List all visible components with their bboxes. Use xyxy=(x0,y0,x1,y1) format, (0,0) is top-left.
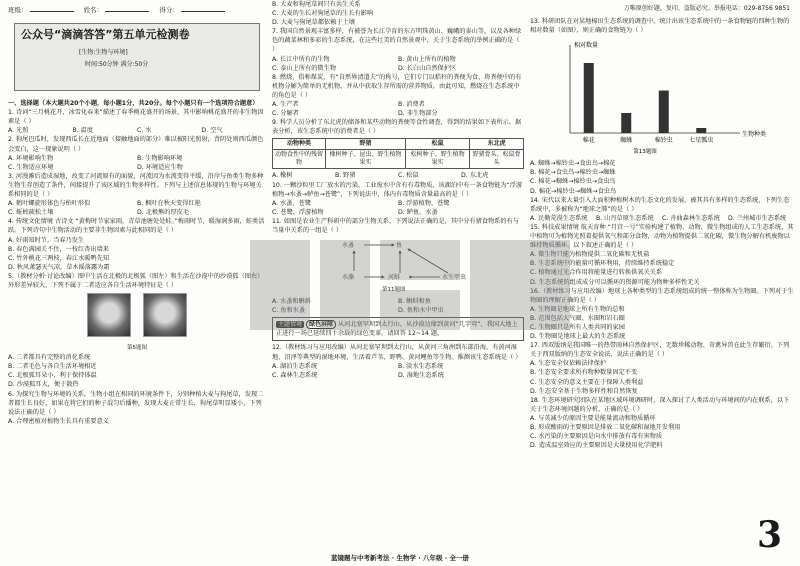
option-item: C. 竹外桃花三两枝，春江水暖鸭先知 xyxy=(8,254,110,262)
option-item: D. 生态系统的组成成分可以循环的资源可能为物种多样性无关 xyxy=(530,278,700,286)
question-stem: C. 大麦的生长对狗尾草的生长有影响 xyxy=(272,10,374,18)
table-cell: 动物食性中的残留物 xyxy=(273,150,326,169)
option-item: A. 生物圈是地球上所有生物的总和 xyxy=(530,305,625,313)
question-options xyxy=(272,100,524,118)
question-stem: 4. 传统文化情境 古诗文 “黄梅时节家家雨，青草池塘处处蛙。”梅雨时节，暖湿润多雨，蛙类活跃。下列诗句中生物活动的主要非生物因素与此相同的是（ ） xyxy=(8,218,265,235)
question-stem: 14. 宋代以来大量引入大面积种植树木的生态文化的发展，被其具有多样的生态系统，下列生态系统中，多被称为“地球之肺”的是（ ） xyxy=(530,196,790,213)
question-stem: 18. 生态环境研究团队在某地区域环境调研时，深入探讨了人类活动与环境间的内在联系，以下关于生态环境问题的分析，正确的是（ ） xyxy=(530,396,790,413)
right-question xyxy=(530,223,794,287)
middle-question xyxy=(272,18,524,27)
option-item: D. 湿地生态系统 xyxy=(398,371,444,379)
middle-question xyxy=(272,27,524,72)
figure-5-caption: 第5题图 xyxy=(127,345,147,352)
left-question xyxy=(8,390,266,426)
right-question xyxy=(530,341,794,396)
question-stem: D. 大麦与狗尾草都依赖于土壤 xyxy=(272,19,355,27)
option-item: A. 蜘蛛→棉铃虫→食虫鸟→棉花 xyxy=(530,160,616,168)
option-item: A. 环境影响生物 xyxy=(8,154,54,162)
table-header-cell: 野猪 xyxy=(326,139,406,150)
theme-tag-2: 绿色屏障 xyxy=(306,320,336,329)
middle-question xyxy=(272,118,524,136)
option-item: B. 温度 xyxy=(72,127,94,135)
question-options xyxy=(272,55,524,73)
q9-options xyxy=(272,171,524,180)
question-stem: 3. 河漫滩后造成湿地，改变了河流原有的面貌，河流因为水流变得平缓，沿岸与鱼类生物多种生物生存创造了条件，间接提升了该区域的生物多样性。下列与上述信息体现的生物与环境关系相同的是（ ） xyxy=(8,172,264,199)
option-item: D. 秋风萧瑟天气凉，草木摇落露为霜 xyxy=(8,263,110,271)
table-q9 xyxy=(272,138,524,169)
option-item: A. 橡树 xyxy=(272,172,293,180)
tick-label: 七星瓢虫 xyxy=(689,137,714,145)
option-item: B. 浮游植物、苍鹭 xyxy=(398,199,450,207)
option-item: A. 微生物只能为植物提供二氧化碳和无机盐 xyxy=(530,251,650,259)
option-item: A. 二者都具有完整的消化系统 xyxy=(8,354,91,362)
question-stem: 17. 西双版纳是我国唯一的热带雨林自然保护区，无数珍稀动物、奇禽异兽在此生存繁衍。下列关于西双版纳的生态安全说法，说法正确的是（ ） xyxy=(530,342,790,359)
theme-text: 从河北塞罕坝到太行山，从沙漠边缘到黄河“几字弯”，我国大地上正进行一场已延续四十余载的绿色变革。请回答 12~14 题。 xyxy=(276,321,518,338)
web-node-algae: 水藻 xyxy=(342,274,355,282)
bar-chart-svg xyxy=(530,37,794,157)
option-item: D. 鱼和水中甲虫 xyxy=(398,307,444,315)
option-item: C. 松鼠 xyxy=(398,172,419,180)
bar xyxy=(696,128,706,133)
option-item: A. 好雨知时节，当春乃发生 xyxy=(8,236,85,244)
tick-label: 棉铃虫 xyxy=(654,137,673,145)
web-node-mussel: 河蚌 xyxy=(388,274,401,282)
option-item: C. 生物圈只是所有人类共同的家园 xyxy=(530,323,625,331)
bar xyxy=(621,113,631,133)
option-item: C. 分解者 xyxy=(272,110,299,118)
option-item: A. 与英减少的原因主要是能量流动和物质循环 xyxy=(530,414,656,422)
table-header-cell: 松鼠 xyxy=(405,139,469,150)
question-stem: 5.（教材分析·讨论改编）图中生活在北极的北极狐（图左）和生活在沙漠中的沙漠狐（图右）外形差异较大，下列不属于二者适应各自生活环境特征是（ ） xyxy=(8,272,264,289)
question-options xyxy=(272,362,524,380)
option-item: C. 泰山上所有的微生物 xyxy=(272,64,336,72)
class-field[interactable] xyxy=(30,11,74,12)
left-question xyxy=(8,217,266,272)
option-item: C. 生物适应环境 xyxy=(8,163,54,171)
question-options xyxy=(530,305,794,341)
option-item: D. 生态安全基于生物多样性和自然恢复 xyxy=(530,387,638,395)
exam-title: 公众号“滴滴答答”第五单元检测卷 xyxy=(21,28,190,42)
arctic-fox-photo xyxy=(87,293,131,337)
question-options xyxy=(530,359,794,395)
question-stem: 13. 科研团队在对某地棉田生态系统的调查中，统计出该生态系统中的一条食物链的四种生物的相对数量（如图），则正确的食物链为（ ） xyxy=(530,18,790,35)
option-item: D. 造成温室效应的主要原因是大量使用化学肥料 xyxy=(530,442,663,450)
option-item: A. 合理密植对植物生长具有重要意义 xyxy=(8,417,109,425)
middle-question xyxy=(272,9,524,18)
option-item: A. 生产者 xyxy=(272,101,299,109)
table-header-cell: 东北虎 xyxy=(470,139,524,150)
option-item: D. 生物圈是地球上最大的生态系统 xyxy=(530,333,626,341)
right-question xyxy=(530,196,794,223)
question-options xyxy=(272,199,524,217)
left-question xyxy=(8,172,266,217)
option-item: A. 鹤叶螺旋形体色与柏叶形似 xyxy=(8,200,91,208)
question-stem: 7. 我国自然景观丰富多样，有被誉为长江孕育的东方明珠黄山、巍峨的泰山等，以及各种绿色的蔬菜林和多彩的生态系统，在这些壮美的自然景观中，关于生态系统的举例正确的是（ ） xyxy=(272,28,522,54)
option-item: C. 苍鹭、浮游植物 xyxy=(272,208,324,216)
option-item: C. 蚯蚓疏松土壤 xyxy=(8,209,54,217)
option-item: B. 黄山上所有的植物 xyxy=(398,55,456,63)
option-item: A. 光照 xyxy=(8,127,29,135)
question-options xyxy=(8,126,266,135)
q13-options xyxy=(530,159,794,195)
option-item: A. 湖泊生态系统 xyxy=(272,362,318,370)
question-list-left xyxy=(8,108,266,426)
section-heading: 一、选择题（本大题共20个小题，每小题1分，共20分。每个小题只有一个选项符合题意） xyxy=(8,100,259,108)
theme-tag: 主题情境 xyxy=(278,321,303,329)
name-field[interactable] xyxy=(105,11,149,12)
option-item: C. 北极狐耳朵小，利于保持体温 xyxy=(8,372,97,380)
question-options xyxy=(530,414,794,450)
option-item: B. 消费者 xyxy=(398,101,425,109)
option-item: A. 民勤荒漠生态系统 xyxy=(530,214,588,222)
option-item: D. 空气 xyxy=(201,127,223,135)
question-stem: 8. 燃烧，俗称煤炭，有“自然界清道夫”的称号，它们专门以秸秆的粪便为食，将粪便中的有机物分解为简单的无机物，并从中获取生存所需的营养物质，由此可知，燃烧在生态系统中的角色是（ ） xyxy=(272,73,522,99)
question-list-right-a xyxy=(530,17,794,35)
page-number: 3 xyxy=(756,514,782,556)
option-item: D. 环境适应生物 xyxy=(137,163,183,171)
option-item: C. 舟曲森林生态系统 xyxy=(662,214,720,222)
question-list-right-b xyxy=(530,196,794,451)
table-cell: 野猪骨头、松鼠骨头 xyxy=(470,150,524,169)
question-stem: 12.（教材练习与应用改编）从河北塞罕坝到太行山，从黄河三角洲到东部沿海，有黄河湿地、沼泽等典型的湿地环境，生活着芦苇、野鸭、黄河鲤鱼等生物。推测该生态系统是（ ） xyxy=(272,344,522,361)
question-stem: 9. 科学人员分析了东北虎的储备和某些动物的粪便等食性调查，得到的结果如下表所示。据表分析，该生态系统中的消费者是（ ） xyxy=(272,119,522,136)
right-question xyxy=(530,396,794,451)
question-list-middle-a xyxy=(272,0,524,136)
student-info-line xyxy=(8,6,266,15)
name-label: 姓名： xyxy=(83,6,104,14)
copyright-banner: 万唯原创好题，复印、盗版必究。举报电话：029-8756 9851 xyxy=(623,5,790,12)
score-label: 得分： xyxy=(159,6,179,14)
option-item: B. 春色满园关不住，一枝红杏出墙来 xyxy=(8,245,109,253)
question-stem: B. 大麦和狗尾草间只有共生关系 xyxy=(272,1,361,8)
class-label: 班级： xyxy=(8,6,28,14)
left-question xyxy=(8,108,266,135)
left-question xyxy=(8,135,266,171)
option-item: D. 东北虎 xyxy=(461,172,489,180)
option-item: C. 水污染的主要原因是向水中排放有毒有害物质 xyxy=(530,433,663,441)
option-item: C. 棉花→蜘蛛→棉铃虫→食虫鸟 xyxy=(530,178,616,186)
exam-scope: [生物:生物与环境] xyxy=(79,49,128,57)
option-item: A. 生态安全仅依赖法律保护 xyxy=(530,360,607,368)
middle-question xyxy=(272,217,524,235)
q11-options xyxy=(272,297,524,315)
option-item: C. 鱼和水蚤 xyxy=(272,307,306,315)
option-item: B. 淡水生态系统 xyxy=(398,362,444,370)
question-options xyxy=(8,154,266,172)
question-stem: 10. 一颗沙粒里工厂放水的污染，工业废水中含有有毒物质，该湖泊中有一条食物链为“浮游植物→水蚤→鲈鱼→苍鹭”，下列说法中，体内有毒物质含量最高的是（ ） xyxy=(272,181,523,198)
web-node-daphnia: 水蚤 xyxy=(342,242,355,250)
option-item: B. 棉花→食虫鸟→棉铃虫→蜘蛛 xyxy=(530,169,616,177)
bar xyxy=(659,91,669,134)
middle-question xyxy=(272,73,524,118)
question-stem: 11. 如图是农业生产科研中的部分生物关系，下列说法正确的是，其中分有猪食物系的有与当量中关系的一组是（ ） xyxy=(272,217,519,234)
right-question xyxy=(530,287,794,342)
question-stem: 1. 诗词“三月桃花开，冰雪化春来”描述了春季桃花盛开的场景，其中影响桃花盛开的非生物因素是（ ） xyxy=(8,109,264,126)
chart-caption: 第13题图 xyxy=(633,149,657,156)
column-right xyxy=(530,0,794,450)
bar xyxy=(584,63,594,133)
figure-5 xyxy=(8,293,266,341)
fennec-fox-photo xyxy=(143,293,187,337)
option-item: C. 水 xyxy=(137,127,152,135)
option-item: D. 沙漠狐耳大，便于散热 xyxy=(8,381,79,389)
option-item: B. 蝌蚪和鱼 xyxy=(398,298,431,306)
y-axis-label: 相对数量 xyxy=(574,42,599,50)
question-stem: 16.（教材练习与应用改编）地球上各种类型的生态系统组成的统一整体称为生物圈。下列对于生物圈的理解正确的是（ ） xyxy=(530,287,794,304)
option-item: B. 范围包括大气圈、水圈和岩石圈 xyxy=(530,314,625,322)
question-options xyxy=(8,199,266,217)
middle-question xyxy=(272,343,524,379)
column-middle xyxy=(272,0,524,380)
question-list-middle-b xyxy=(272,181,524,236)
option-item: A. 水蚤和蝌蚪 xyxy=(272,298,311,306)
table-cell: 橡树种子、昆虫、野生植物果实 xyxy=(326,150,406,169)
x-axis-label: 生物种类 xyxy=(742,131,767,139)
option-item: B. 生态系统中的能量可循环利用，持续维持系统稳定 xyxy=(530,260,675,268)
option-item: D. 兰州城市生态系统 xyxy=(728,214,787,222)
option-item: C. 森林生态系统 xyxy=(272,371,318,379)
score-field[interactable] xyxy=(181,11,225,12)
question-list-middle-c xyxy=(272,343,524,379)
question-stem: 15. 科技成果情境 航天育种 “月宫一号”实验构建了植物、动物、微生物组成的人工生态系统，其中植物可为植物光照着提供氧气和部分食物，动物为植物提供二氧化碳，微生物分解有机废物以维持物质循环。以下叙述正确的是（ ） xyxy=(530,223,794,250)
option-item: D. 非生物部分 xyxy=(398,110,438,118)
option-item: D. 长白山自然保护区 xyxy=(398,64,457,72)
question-options xyxy=(8,417,266,426)
option-item: B. 枫叶在秋天变得红艳 xyxy=(137,200,201,208)
column-left xyxy=(8,0,266,426)
question-options xyxy=(8,353,266,389)
question-options xyxy=(530,250,794,286)
option-item: B. 生物影响环境 xyxy=(137,154,183,162)
option-item: B. 野猪 xyxy=(335,172,356,180)
option-item: C. 植物通过光合作用将能量进行转换供氧关关系 xyxy=(530,269,663,277)
option-item: A. 水蚤、苍鹭 xyxy=(272,199,311,207)
web-node-beetle: 水生甲虫 xyxy=(442,274,467,282)
tick-label: 蜘蛛 xyxy=(620,137,633,145)
web-node-fish: 鱼 xyxy=(396,242,403,250)
tick-label: 棉花 xyxy=(582,137,595,145)
question-stem: 6. 为探究生物与环境的关系，生物小组在相同的环境条件下，分别种植大麦与狗尾草，发现二者都生长良好，如果在将它们的种子混匀后播种，发现大麦正常生长，狗尾草明显矮小，下列说法正确的是（ ） xyxy=(8,390,264,416)
option-item: D. 鲈鱼、水蚤 xyxy=(398,208,438,216)
page-footer: 蓝镜题与中考新考法 · 生物学 · 八年级 · 全一册 xyxy=(331,554,469,562)
option-item: D. 棉花→棉铃虫→蜘蛛→食虫鸟 xyxy=(530,187,617,195)
option-item: D. 北极熊的厚皮毛 xyxy=(137,209,190,217)
option-item: B. 生态安全要求所有物种数量固定不变 xyxy=(530,369,638,377)
table-header-cell: 动物种类 xyxy=(273,139,326,150)
option-item: C. 生态安全的意义主要在于保障人类利益 xyxy=(530,378,644,386)
question-stem: 2. 狗尾巴瓜时，发现西瓜长在近地面（接触地面的部分）难以被阳光照射，背阴处则西瓜颜色会变白，这一现象说明（ ） xyxy=(8,136,264,153)
option-item: B. 形成酸雨的主要原因是排放二氧化碳和湿地开发利用 xyxy=(530,424,681,431)
middle-question xyxy=(272,0,524,9)
option-item: A. 长江中所有的生物 xyxy=(272,55,330,63)
right-question xyxy=(530,17,794,35)
exam-time: 时间:50分钟 满分:50分 xyxy=(85,61,149,69)
option-item: B. 二者毛色与各自生活环境相近 xyxy=(8,363,97,371)
bar-chart-q13 xyxy=(530,37,794,157)
web-caption: 第11题图 xyxy=(382,287,406,294)
table-header-row xyxy=(273,139,524,150)
middle-question xyxy=(272,181,524,217)
table-cell: 松树种子、野生植物果实 xyxy=(405,150,469,169)
left-question xyxy=(8,272,266,390)
theme-box xyxy=(272,317,524,341)
option-item: B. 山丹草原生态系统 xyxy=(596,214,654,222)
table-row xyxy=(273,150,524,169)
exam-title-box xyxy=(14,23,260,91)
food-web-diagram xyxy=(272,237,524,295)
question-options xyxy=(530,214,794,223)
question-options xyxy=(8,236,266,272)
